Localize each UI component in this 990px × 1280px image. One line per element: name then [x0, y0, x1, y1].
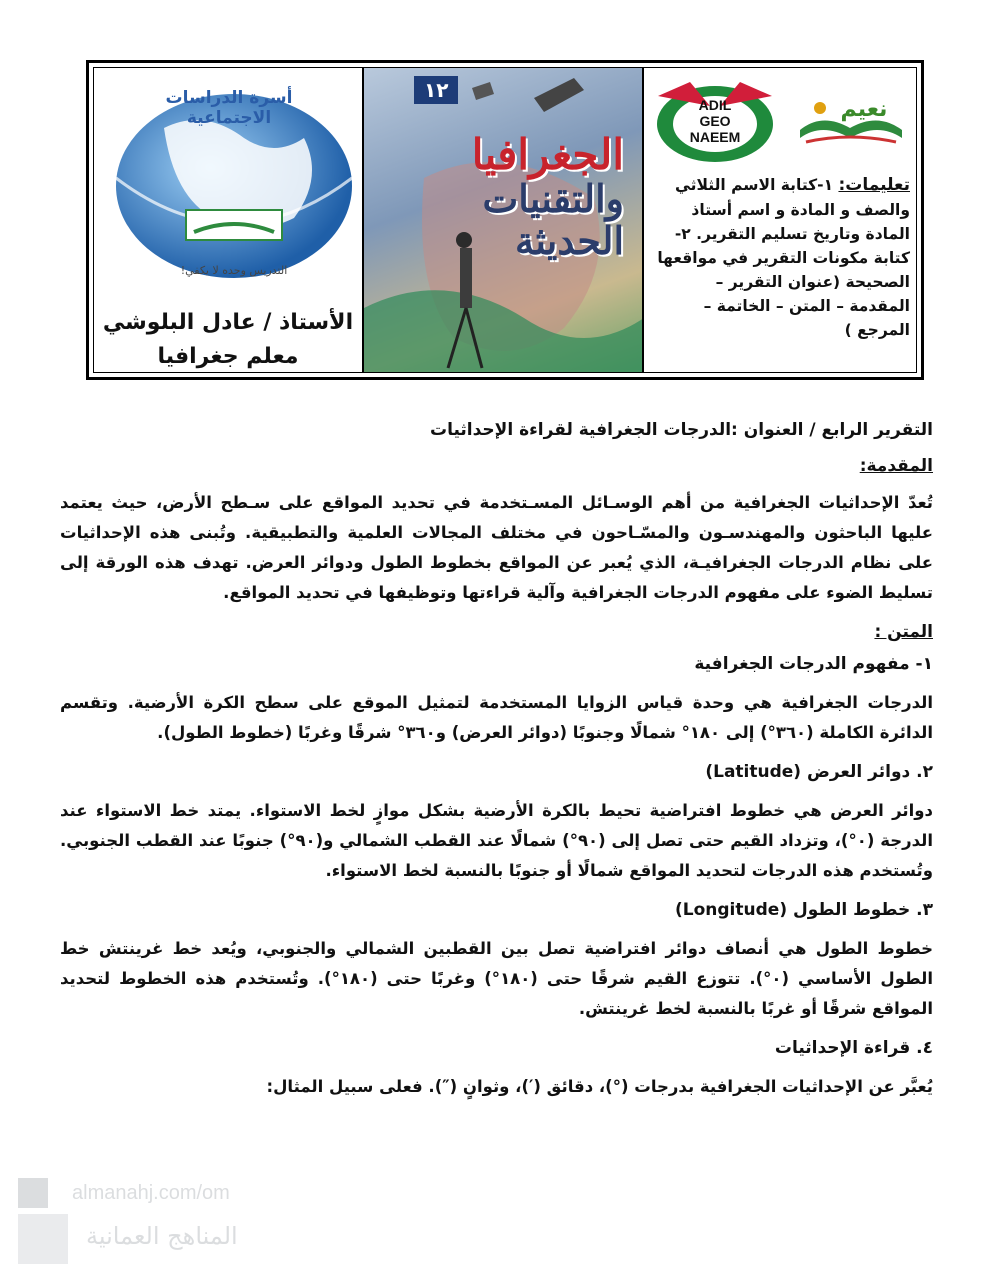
- adil-logo-line1: ADIL: [698, 97, 732, 113]
- section-4-paragraph: يُعبَّر عن الإحداثيات الجغرافية بدرجات (°)، دقائق (′)، وثوانٍ (″). فعلى سبيل المثال:: [266, 1077, 933, 1096]
- section-1-paragraph: الدرجات الجغرافية هي وحدة قياس الزوايا المستخدمة لتمثيل الموقع على سطح الكرة الأرضية. وتقسم الدائرة الكاملة (٣٦٠°) إلى ١٨٠° شمالًا وجنوبًا (دوائر العرض) و٣٦٠° شرقًا وغربًا (خطوط الطول).: [60, 693, 933, 742]
- section-3-paragraph: خطوط الطول هي أنصاف دوائر افتراضية تصل بين القطبين الشمالي والجنوبي، ويُعد خط غرينتش خط الطول الأساسي (٠°). تتوزع القيم شرقًا حتى (١٨٠°) وغربًا حتى (١٨٠°). وتُستخدم هذه الخطوط لتحديد المواقع شرقًا أو غربًا بالنسبة لخط غرينتش.: [60, 939, 933, 1018]
- instructions-label: تعليمات:: [838, 175, 910, 195]
- instructions-block: [650, 172, 910, 342]
- section-2-paragraph: دوائر العرض هي خطوط افتراضية تحيط بالكرة الأرضية بشكل موازٍ لخط الاستواء. يمتد خط الاستواء عند الدرجة (٠°)، وتزداد القيم حتى تصل إلى (٩٠°) شمالًا عند القطب الشمالي و(٩٠°) جنوبًا عند القطب الجنوبي. وتُستخدم هذه الدرجات لتحديد المواقع شمالًا أو جنوبًا بالنسبة لخط الاستواء.: [60, 801, 934, 880]
- intro-paragraph: تُعدّ الإحداثيات الجغرافية من أهم الوسـائل المسـتخدمة في تحديد المواقع على سـطح الأرض، حيث يعتمد عليها الباحثون والمهندسـون والمسّـاحون في مختلف المجالات العلمية والتطبيقية. وتُبنى هذه الإحداثيات على نظام الدرجات الجغرافيـة، الذي يُعبر عن المواقع بخطوط الطول ودوائر العرض. تهدف هذه الورقة إلى تسليط الضوء على مفهوم الدرجات الجغرافية وآلية قراءتها وتوظيفها في تحديد المواقع.: [60, 493, 933, 602]
- globe-title: أسرة الدراسات الاجتماعية: [165, 88, 293, 128]
- instructions-cell: [642, 68, 916, 372]
- header-inner: [93, 67, 917, 373]
- teacher-line2: معلم جغرافيا: [157, 344, 299, 370]
- teacher-line1: الأستاذ / عادل البلوشي: [102, 310, 354, 335]
- instructions-text: ١-كتابة الاسم الثلاثي والصف و المادة و اسم أستاذ المادة وتاريخ تسليم التقرير. ٢- كتابة مكونات التقرير في مواقعها الصحيحة (عنوان التقرير – المقدمة – المتن – الخاتمة – المرجع ): [657, 176, 910, 340]
- book-number: ١٢: [414, 76, 458, 104]
- teacher-cell: [94, 68, 362, 372]
- naeem-logo-text: نعيم: [840, 97, 888, 122]
- report-body: [60, 420, 933, 1116]
- report-title: التقرير الرابع / العنوان :الدرجات الجغرافية لقراءة الإحداثيات: [429, 420, 933, 440]
- header-frame: [86, 60, 924, 380]
- book-title: [472, 132, 624, 262]
- section-1-heading: ١- مفهوم الدرجات الجغرافية: [694, 654, 933, 674]
- naeem-logo: [792, 86, 910, 156]
- book-title-line3: الحديثة: [514, 217, 624, 263]
- logos-row: [650, 74, 910, 168]
- globe-tagline: التدريس وحده لا يكفي!: [180, 264, 288, 277]
- book-title-line2: والتقنيات: [482, 176, 624, 222]
- watermark: [0, 1168, 260, 1280]
- book-title-line1: الجغرافيا: [471, 130, 624, 179]
- adil-geo-logo: [650, 76, 780, 166]
- intro-heading: المقدمة:: [859, 456, 933, 476]
- section-2-heading: ٢. دوائر العرض (Latitude): [705, 762, 933, 782]
- adil-logo-line2: GEO: [699, 113, 731, 129]
- section-3-heading: ٣. خطوط الطول (Longitude): [674, 900, 933, 920]
- teacher-name: [94, 306, 362, 372]
- body-heading: المتن :: [874, 622, 933, 642]
- section-4-heading: ٤. قراءة الإحداثيات: [774, 1038, 933, 1058]
- watermark-logo-icon: [8, 1172, 78, 1272]
- book-cover-cell: [362, 68, 642, 372]
- watermark-name: المناهج العمانية: [86, 1222, 238, 1250]
- adil-logo-line3: NAEEM: [689, 129, 741, 145]
- watermark-url: almanahj.com/om: [72, 1182, 230, 1204]
